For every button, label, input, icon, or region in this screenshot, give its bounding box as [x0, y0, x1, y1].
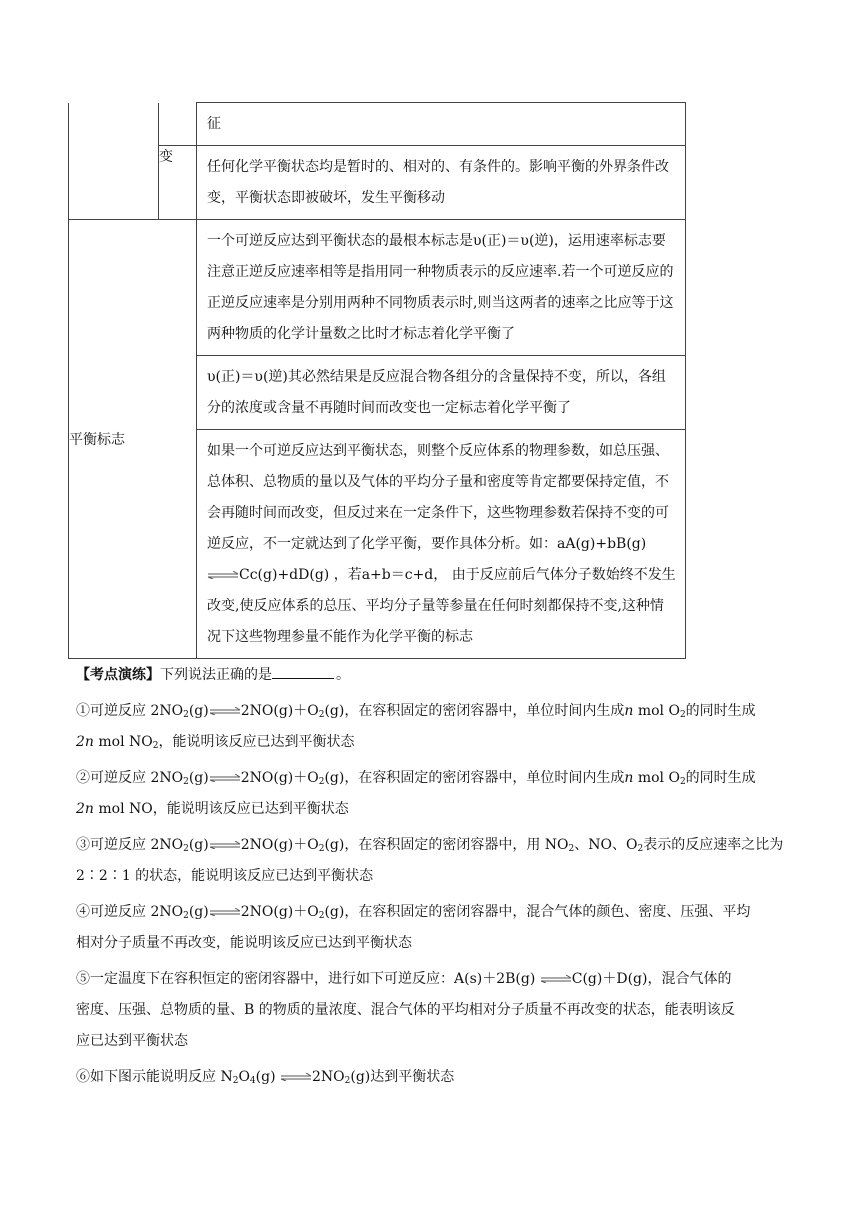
item-sub: 2: [318, 710, 325, 720]
item-sub: 2: [637, 844, 644, 854]
item-text: (g)，在容积固定的密闭容器中，用 NO: [324, 837, 569, 853]
table-cell: [197, 103, 686, 146]
item-text: ，能说明该反应已达到平衡状态: [152, 801, 349, 817]
item-text: (g): [188, 770, 209, 786]
table-cell: [197, 356, 686, 430]
item-sub: 2: [679, 777, 686, 787]
item-text: 的同时生成: [685, 770, 756, 786]
item-text: 表示的反应速率之比为: [643, 837, 784, 853]
item-var: 2n: [76, 734, 94, 750]
exercise-item-6: [76, 1062, 792, 1093]
item-text: mol O: [633, 770, 680, 786]
biaozhi-label: [69, 220, 197, 659]
item-text: mol NO: [93, 734, 153, 750]
item-text: 相对分子质量不再改变，能说明该反应已达到平衡状态: [76, 935, 412, 951]
table-cell: [197, 430, 686, 659]
zheng-tail-text: 征: [207, 116, 221, 132]
item-text: ，能说明该反应已达到平衡状态: [158, 734, 355, 750]
item-text: (g): [188, 703, 209, 719]
exercise-item-3: [76, 830, 792, 892]
item-sub: 4: [249, 1076, 256, 1086]
item-sub: 2: [232, 1076, 239, 1086]
equilibrium-table: [68, 102, 686, 659]
table-row: [69, 103, 686, 146]
item-sub: 2: [183, 844, 189, 854]
equilibrium-arrow-icon: [209, 908, 241, 916]
item-text: (g): [188, 837, 209, 853]
item-text: ④可逆反应 2NO: [76, 904, 184, 920]
exercise-question: [76, 660, 792, 691]
biaozhi-p1: 一个可逆反应达到平衡状态的最根本标志是υ(正)＝υ(逆)，运用速率标志要注意正逆反应速率相等是指用同一种物质表示的反应速率.若一个可逆反应的正逆反应速率是分别用两种不同物质表示时,则当这两者的速率之比应等于这两种物质的化学计量数之比时才标志着化学平衡了: [207, 233, 674, 342]
item-text: ⑤一定温度下在容积恒定的密闭容器中，进行如下可逆反应：A(s)＋2B(g): [76, 971, 540, 987]
equilibrium-arrow-icon: [280, 1073, 312, 1081]
item-text: ③可逆反应 2NO: [76, 837, 184, 853]
item-text: (g)，在容积固定的密闭容器中，混合气体的颜色、密度、压强、平均: [324, 904, 751, 920]
item-sub: 2: [183, 710, 189, 720]
table-cell: [197, 220, 686, 356]
item-sub: 2: [183, 911, 189, 921]
exercise-section: [76, 660, 792, 1098]
table-cell-empty: [69, 103, 159, 220]
item-text: 应已达到平衡状态: [76, 1033, 188, 1049]
item-sub: 2: [568, 844, 575, 854]
bian-text: 任何化学平衡状态均是暂时的、相对的、有条件的。影响平衡的外界条件改变，平衡状态即被破坏，发生平衡移动: [207, 159, 669, 206]
question-end: 。: [336, 667, 350, 683]
table-cell-empty: [159, 103, 197, 146]
item-sub: 2: [318, 777, 325, 787]
item-text: 、NO、O: [574, 837, 638, 853]
biaozhi-p3-b: Cc(g)+dD(g) ，若a+b＝c+d， 由于反应前后气体分子数始终不发生改变,使反应体系的总压、平均分子量等参量在任何时刻都保持不变,这种情况下这些物理参量不能作为化学平衡的标志: [207, 567, 676, 645]
item-text: mol O: [633, 703, 680, 719]
item-text: (g): [255, 1069, 280, 1085]
item-text: ②可逆反应 2NO: [76, 770, 184, 786]
exercise-item-2: [76, 763, 792, 825]
biaozhi-label-text: 平衡标志: [69, 432, 125, 448]
bian-label: 变: [159, 146, 197, 220]
biaozhi-p2: υ(正)＝υ(逆)其必然结果是反应混合物各组分的含量保持不变，所以，各组分的浓度或含量不再随时间而改变也一定标志着化学平衡了: [207, 369, 666, 416]
item-text: 2NO(g)＋O: [240, 837, 319, 853]
table-cell: [197, 146, 686, 220]
equilibrium-arrow-icon: [207, 571, 239, 579]
item-var: n: [624, 703, 634, 719]
question-text: 下列说法正确的是: [160, 667, 272, 683]
equilibrium-arrow-icon: [209, 774, 241, 782]
exercise-item-5: [76, 964, 792, 1057]
item-text: C(g)＋D(g)，混合气体的: [571, 971, 732, 987]
item-sub: 2: [344, 1076, 351, 1086]
equilibrium-arrow-icon: [540, 975, 572, 983]
item-text: 2NO(g)＋O: [240, 770, 319, 786]
exercise-item-4: [76, 897, 792, 959]
table-row: [69, 146, 686, 220]
item-sub: 2: [318, 911, 325, 921]
item-text: 密度、压强、总物质的量、B 的物质的量浓度、混合气体的平均相对分子质量不再改变的状态，能表明该反: [76, 1002, 735, 1018]
item-sub: 2: [318, 844, 325, 854]
biaozhi-p3: [197, 430, 685, 658]
item-text: 2NO(g)＋O: [240, 703, 319, 719]
item-text: (g)达到平衡状态: [350, 1069, 455, 1085]
table-row: [69, 220, 686, 356]
item-text: 的同时生成: [685, 703, 756, 719]
answer-blank: [272, 664, 334, 679]
biaozhi-p3-a: 如果一个可逆反应达到平衡状态，则整个反应体系的物理参数，如总压强、总体积、总物质的量以及气体的平均分子量和密度等肯定都要保持定值，不会再随时间而改变，但反过来在一定条件下，这些物理参数若保持不变的可逆反应，不一定就达到了化学平衡，要作具体分析。如：aA(g)+bB(g): [207, 443, 669, 552]
item-text: ⑥如下图示能说明反应 N: [76, 1069, 233, 1085]
item-var: n: [624, 770, 634, 786]
item-sub: 2: [152, 741, 159, 751]
item-text: mol NO: [93, 801, 153, 817]
item-sub: 2: [183, 777, 189, 787]
item-text: 2NO: [312, 1069, 345, 1085]
equilibrium-arrow-icon: [209, 841, 241, 849]
item-text: (g)，在容积固定的密闭容器中，单位时间内生成: [324, 770, 625, 786]
item-text: O: [238, 1069, 250, 1085]
item-text: 2NO(g)＋O: [240, 904, 319, 920]
item-text: (g): [188, 904, 209, 920]
item-text: 2∶2∶1 的状态，能说明该反应已达到平衡状态: [76, 868, 374, 884]
equilibrium-arrow-icon: [209, 707, 241, 715]
item-sub: 2: [679, 710, 686, 720]
item-text: (g)，在容积固定的密闭容器中，单位时间内生成: [324, 703, 625, 719]
item-var: 2n: [76, 801, 94, 817]
exercise-title: 【考点演练】: [76, 667, 160, 683]
item-text: ①可逆反应 2NO: [76, 703, 184, 719]
exercise-item-1: [76, 696, 792, 758]
